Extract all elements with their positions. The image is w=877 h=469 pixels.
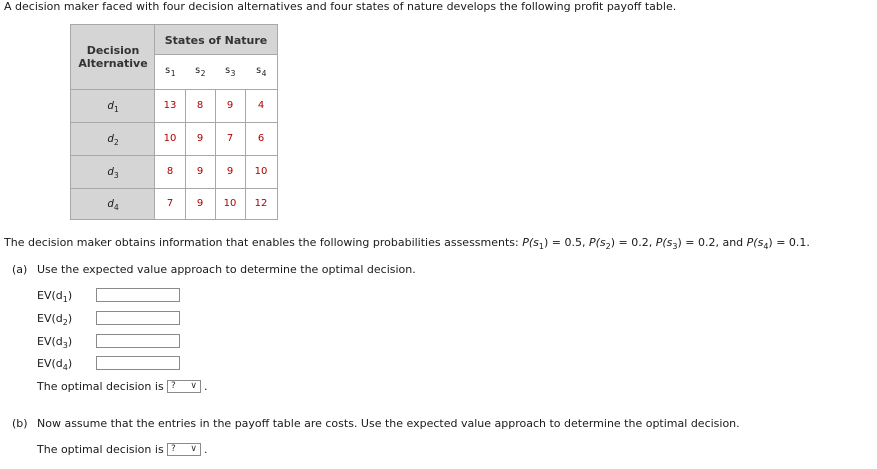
ev-d4-label: $EV(d_4)$ bbox=[37, 357, 73, 372]
part-b-optimal-text: The optimal decision is bbox=[37, 443, 164, 456]
cell-d3-s1: 8 bbox=[166, 166, 174, 177]
cell-d4-s3: 10 bbox=[223, 198, 237, 209]
part-a-optimal-select[interactable] bbox=[167, 380, 201, 393]
cell-d4-s4: 12 bbox=[254, 198, 268, 209]
table-row bbox=[155, 155, 277, 188]
chevron-down-icon: ∨ bbox=[190, 381, 197, 391]
part-b-period: . bbox=[204, 443, 208, 456]
part-b-optimal-select[interactable] bbox=[167, 443, 201, 456]
payoff-table bbox=[70, 24, 278, 220]
cell-d1-s4: 4 bbox=[257, 100, 265, 111]
grid-line bbox=[185, 89, 186, 219]
state-s2: $s_2$ bbox=[194, 65, 206, 78]
ev-d4-input[interactable] bbox=[96, 356, 180, 370]
part-b-label: (b) bbox=[12, 417, 28, 430]
header-left-line2: Alternative bbox=[78, 57, 148, 70]
state-s1: $s_1$ bbox=[164, 65, 176, 78]
cell-d2-s2: 9 bbox=[196, 133, 204, 144]
cell-d4-s1: 7 bbox=[166, 198, 174, 209]
cell-d2-s4: 6 bbox=[257, 133, 265, 144]
part-a-period: . bbox=[204, 380, 208, 393]
part-a-question: Use the expected value approach to determine the optimal decision. bbox=[37, 263, 416, 276]
row-label-d2: $d_2$ bbox=[71, 122, 155, 155]
intro-text: A decision maker faced with four decision alternatives and four states of nature develops the following profit payoff table. bbox=[4, 0, 677, 13]
row-label-d4: $d_4$ bbox=[71, 188, 155, 219]
cell-d2-s1: 10 bbox=[163, 133, 177, 144]
probabilities-text: The decision maker obtains information that enables the following probabilities assessments: $P(s_1) = 0.5$, $P(s_2) = 0.2$, $P(s_3) = 0.2$, and $P(s_4) = 0.1$. bbox=[4, 236, 810, 251]
grid-line bbox=[245, 89, 246, 219]
cell-d3-s3: 9 bbox=[226, 166, 234, 177]
state-s4: $s_4$ bbox=[255, 65, 267, 78]
grid-line bbox=[215, 89, 216, 219]
header-decision-alternative bbox=[71, 25, 155, 89]
cell-d1-s3: 9 bbox=[226, 100, 234, 111]
part-a-label: (a) bbox=[12, 263, 28, 276]
ev-d2-input[interactable] bbox=[96, 311, 180, 325]
cell-d1-s2: 8 bbox=[196, 100, 204, 111]
cell-d1-s1: 13 bbox=[163, 100, 177, 111]
chevron-down-icon: ∨ bbox=[190, 444, 197, 454]
cell-d3-s2: 9 bbox=[196, 166, 204, 177]
row-label-d1: $d_1$ bbox=[71, 89, 155, 122]
part-b-select-value: ? bbox=[171, 444, 176, 454]
cell-d2-s3: 7 bbox=[226, 133, 234, 144]
table-row bbox=[155, 89, 277, 122]
part-b-question: Now assume that the entries in the payoff table are costs. Use the expected value approach to determine the optimal decision. bbox=[37, 417, 740, 430]
table-row bbox=[155, 122, 277, 155]
cell-d4-s2: 9 bbox=[196, 198, 204, 209]
part-a-optimal-text: The optimal decision is bbox=[37, 380, 164, 393]
row-label-d3: $d_3$ bbox=[71, 155, 155, 188]
cell-d3-s4: 10 bbox=[254, 166, 268, 177]
state-s3: $s_3$ bbox=[224, 65, 236, 78]
ev-d1-label: $EV(d_1)$ bbox=[37, 289, 73, 304]
states-row bbox=[155, 55, 277, 89]
table-row bbox=[155, 188, 277, 219]
header-top-label: States of Nature bbox=[164, 34, 268, 47]
ev-d3-label: $EV(d_3)$ bbox=[37, 335, 73, 350]
header-states-of-nature bbox=[155, 25, 277, 55]
header-left-line1: Decision bbox=[86, 44, 140, 57]
ev-d2-label: $EV(d_2)$ bbox=[37, 312, 73, 327]
ev-d1-input[interactable] bbox=[96, 288, 180, 302]
ev-d3-input[interactable] bbox=[96, 334, 180, 348]
part-a-select-value: ? bbox=[171, 381, 176, 391]
